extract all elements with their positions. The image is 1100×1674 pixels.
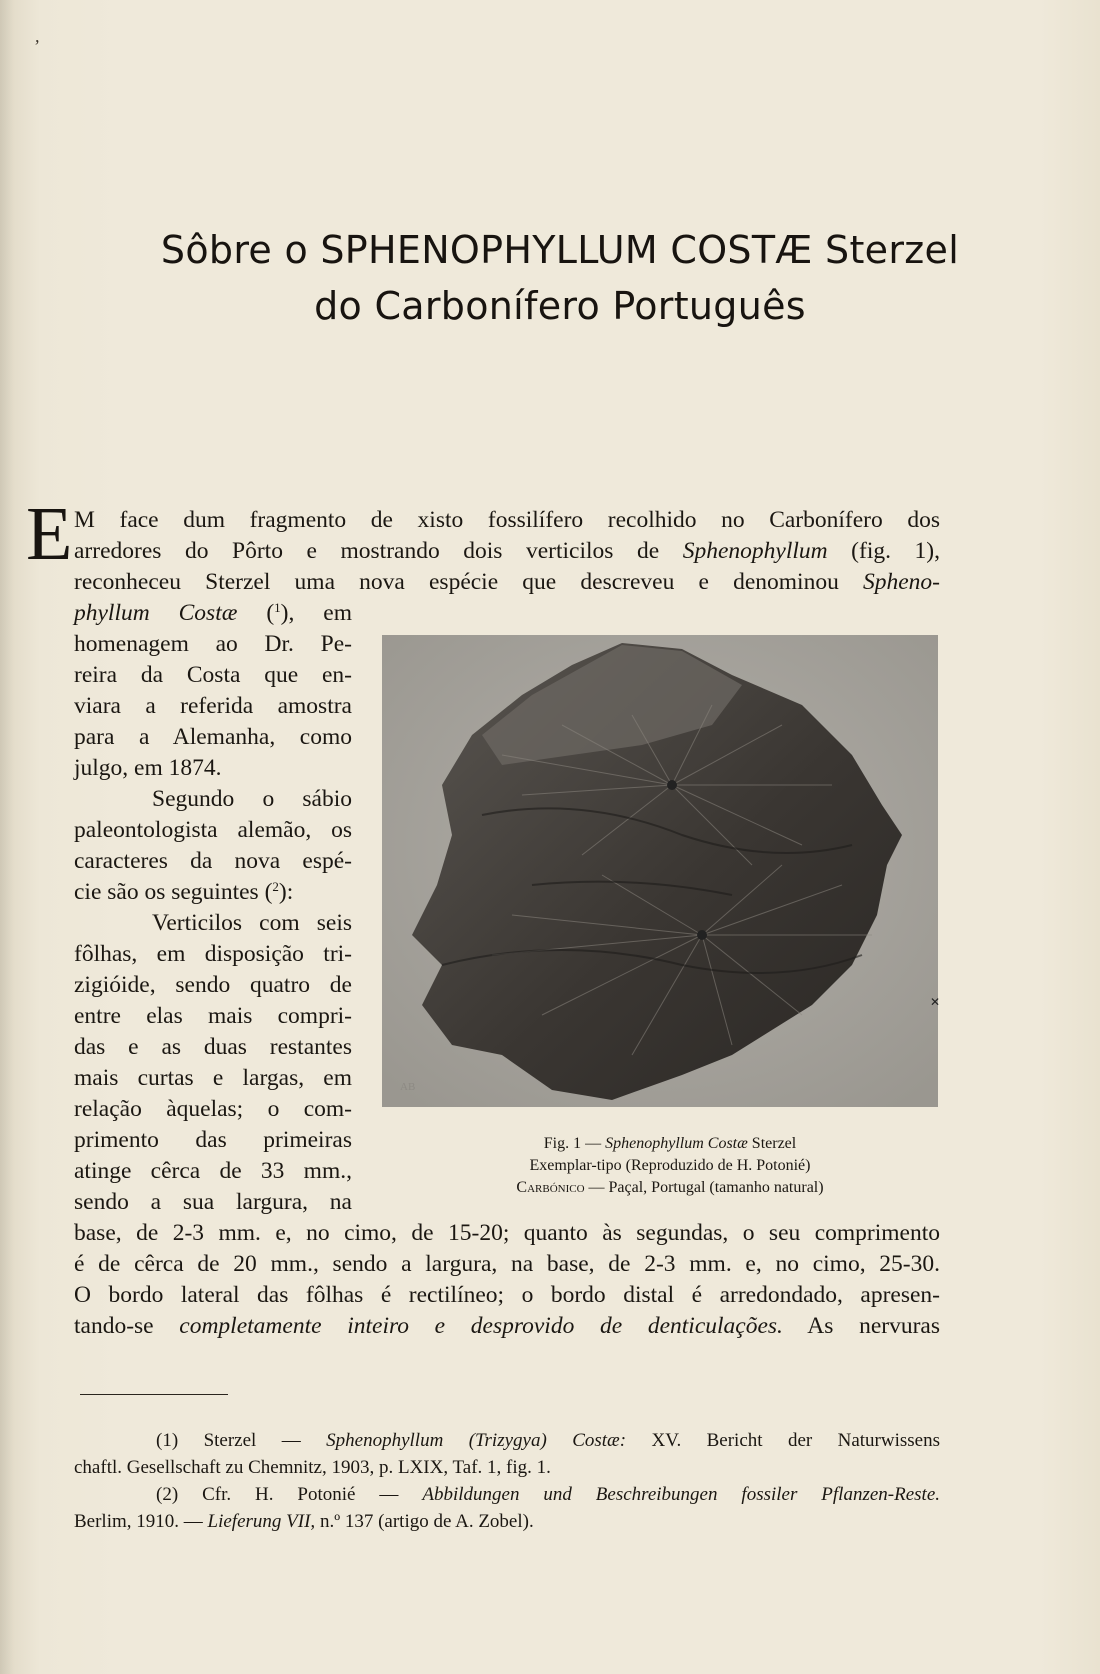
body-line: entre elas mais compri- [74, 1003, 352, 1029]
body-line: arredores do Pôrto e mostrando dois verticilos de Sphenophyllum (fig. 1), [74, 538, 940, 564]
title-line-2: do Carbonífero Português [314, 284, 806, 328]
body-line: das e as duas restantes [74, 1034, 352, 1060]
article-title [60, 222, 1060, 334]
body-line: phyllum Costæ ($^1$), em [74, 600, 352, 626]
fossil-image [382, 635, 941, 1107]
body-line: viara a referida amostra [74, 693, 352, 719]
figure-caption-line-2: Exemplar-tipo (Reproduzido de H. Potonié) [529, 1157, 811, 1174]
body-line: reconheceu Sterzel uma nova espécie que descreveu e denominou Spheno- [74, 569, 940, 595]
body-line: O bordo lateral das fôlhas é rectilíneo; o bordo distal é arredondado, apresen- [74, 1282, 940, 1308]
figure-caption-line-1: Fig. 1 — Sphenophyllum Costæ Sterzel [543, 1135, 797, 1152]
print-mark: ✕ [930, 995, 941, 1009]
body-line: atinge cêrca de 33 mm., [74, 1158, 352, 1184]
footnote-1-line-2: chaftl. Gesellschaft zu Chemnitz, 1903, p. LXIX, Taf. 1, fig. 1. [74, 1457, 551, 1478]
body-line: para a Alemanha, como [74, 724, 352, 750]
body-line: julgo, em 1874. [74, 755, 222, 781]
body-line: M face dum fragmento de xisto fossilífero recolhido no Carbonífero dos [74, 507, 940, 533]
figure-caption-line-3: Carbónico — Paçal, Portugal (tamanho natural) [516, 1179, 824, 1196]
body-line: sendo a sua largura, na [74, 1189, 352, 1215]
footnote-rule [80, 1394, 228, 1395]
body-line: fôlhas, em disposição tri- [74, 941, 352, 967]
body-line: caracteres da nova espé- [74, 848, 352, 874]
body-line: primento das primeiras [74, 1127, 352, 1153]
body-line: mais curtas e largas, em [74, 1065, 352, 1091]
body-line: reira da Costa que en- [74, 662, 352, 688]
body-line: relação àquelas; o com- [74, 1096, 352, 1122]
body-line: base, de 2-3 mm. e, no cimo, de 15-20; quanto às segundas, o seu comprimento [74, 1220, 940, 1246]
svg-text:AB: AB [400, 1081, 416, 1093]
drop-cap: E [26, 492, 73, 576]
body-line: Segundo o sábio [152, 786, 352, 812]
body-line: zigióide, sendo quatro de [74, 972, 352, 998]
footnote-2-line-2: Berlim, 1910. — Lieferung VII, n.º 137 (artigo de A. Zobel). [74, 1511, 534, 1532]
body-line: homenagem ao Dr. Pe- [74, 631, 352, 657]
footnote-1-line-1: (1) Sterzel — Sphenophyllum (Trizygya) Costæ: XV. Bericht der Naturwissens [156, 1430, 940, 1451]
body-line: Verticilos com seis [152, 910, 352, 936]
body-line: tando-se completamente inteiro e desprovido de denticulações. As nervuras [74, 1313, 940, 1339]
footnote-2-line-1: (2) Cfr. H. Potonié — Abbildungen und Beschreibungen fossiler Pflanzen-Reste. [156, 1484, 940, 1505]
body-line: cie são os seguintes ($^2$): [74, 879, 294, 905]
body-line: é de cêrca de 20 mm., sendo a largura, na base, de 2-3 mm. e, no cimo, 25-30. [74, 1251, 940, 1277]
title-line-1: Sôbre o SPHENOPHYLLUM COSTÆ Sterzel [160, 228, 960, 272]
body-line: paleontologista alemão, os [74, 817, 352, 843]
corner-mark: , [35, 26, 40, 46]
fossil-photograph [382, 635, 941, 1107]
